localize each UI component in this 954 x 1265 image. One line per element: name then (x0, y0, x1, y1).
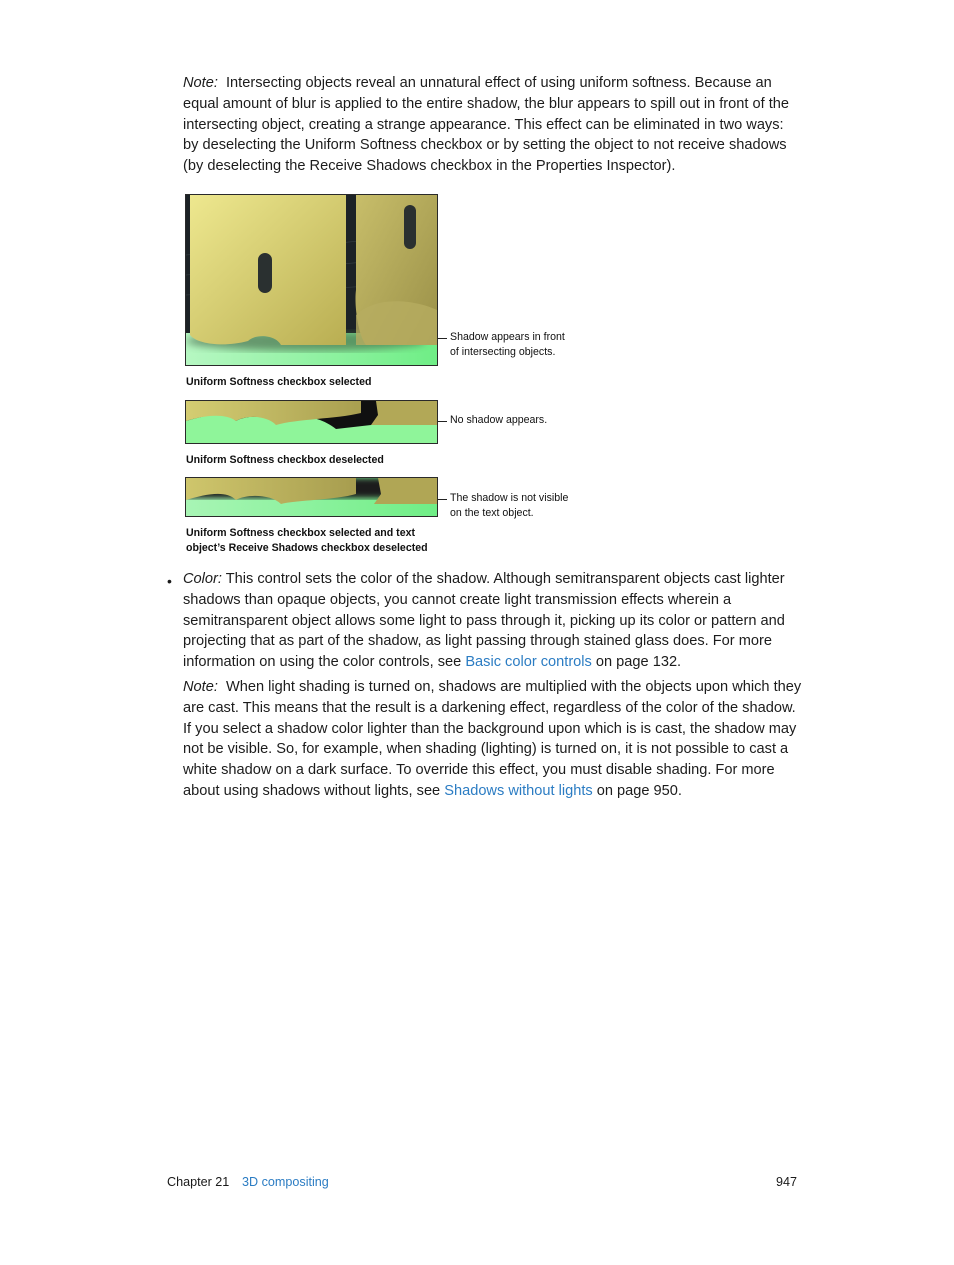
callout-text: of intersecting objects. (450, 345, 556, 358)
figure-caption: Uniform Softness checkbox selected (186, 376, 372, 388)
bullet-marker: • (167, 573, 172, 589)
callout-text: Shadow appears in front (450, 331, 565, 343)
note-text: Intersecting objects reveal an unnatural effect of using uniform softness. Because an equal amount of blur is applied to the entire shadow, the blur appears to spill out in front of the intersecting object, creating a strange appearance. This effect can be eliminated in two ways: by deselecting the Uniform Softness checkbox or by setting the object to not receive shadows (by deselecting the Receive Shadows checkbox in the Properties Inspector). (183, 75, 790, 175)
link-basic-color-controls[interactable]: Basic color controls (465, 654, 592, 671)
footer-page-number: 947 (776, 1175, 798, 1189)
note-text: When light shading is turned on, shadows are multiplied with the objects upon which they are cast. This means that the result is a darkening effect, regardless of the color of the shadow. If you select a shadow color lighter than the background upon which is is cast, the shadow may not be visible. So, for example, when shading (lighting) is turned on, it is not possible to cast a white shadow on a dark surface. To override this effect, you must disable shading. For more about using shadows without lights, see (183, 679, 802, 799)
callout-shadow-not-visible (450, 491, 568, 520)
bullet-text: This control sets the color of the shadow. Although semitransparent objects cast lighter shadows than opaque objects, you cannot create light transmission effects wherein a semitransparent object allows some light to pass through it, picking up its color or pattern and projecting that as part of the shadow, as light passing through stained glass does. For more information on using the color controls, see (183, 571, 785, 671)
figure-image (186, 401, 437, 443)
caption-line: Uniform Softness checkbox selected and text (186, 527, 416, 539)
link-shadows-without-lights[interactable]: Shadows without lights (444, 782, 593, 799)
note-label: Note: (183, 679, 218, 695)
figure-image (186, 478, 437, 516)
note-label: Note: (183, 75, 218, 91)
note-light-shading (183, 677, 803, 802)
callout-line (438, 338, 447, 339)
callout-text: on the text object. (450, 506, 534, 519)
footer-chapter: Chapter 21 (167, 1175, 230, 1189)
figure-uniform-softness-selected (185, 194, 438, 366)
callout-text: No shadow appears. (450, 414, 548, 426)
callout-text: The shadow is not visible (450, 492, 569, 504)
note-intersecting-objects (183, 73, 803, 177)
footer-chapter-title-link[interactable]: 3D compositing (242, 1175, 329, 1189)
callout-line (438, 421, 447, 422)
caption-line: object’s Receive Shadows checkbox deselected (186, 541, 428, 554)
callout-shadow-in-front (450, 330, 565, 359)
figure-uniform-softness-deselected (185, 400, 438, 444)
color-bullet-paragraph (183, 569, 803, 673)
note-text-end: on page 950. (592, 782, 682, 799)
figure-caption (186, 526, 428, 555)
bullet-text-end: on page 132. (591, 654, 682, 671)
figure-receive-shadows-deselected (185, 477, 438, 517)
callout-no-shadow (450, 413, 547, 428)
figure-caption: Uniform Softness checkbox deselected (186, 454, 384, 466)
callout-line (438, 499, 447, 500)
figure-image (186, 195, 437, 365)
bullet-label: Color: (183, 571, 222, 587)
